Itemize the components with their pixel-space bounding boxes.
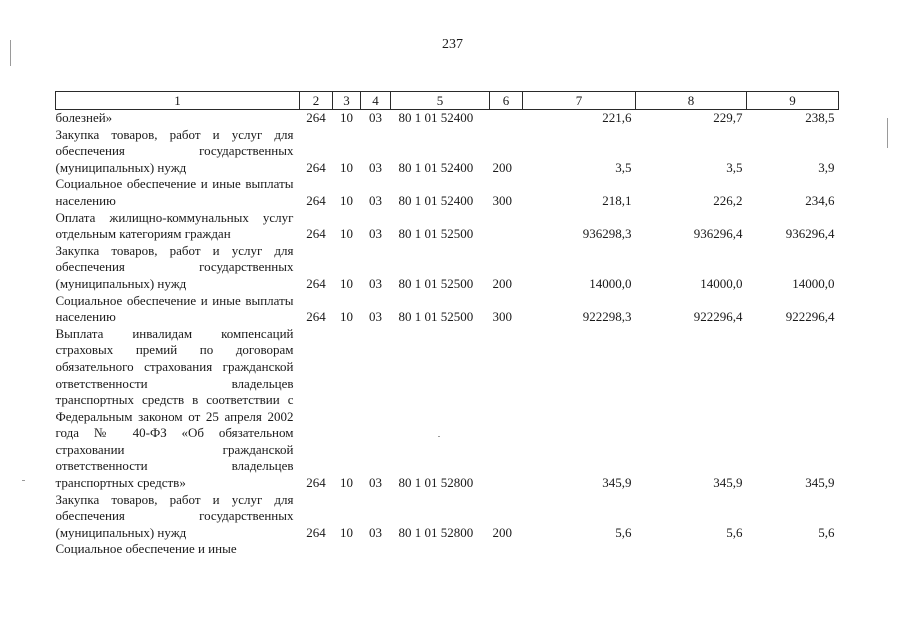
cell-col8: 5,6 (726, 524, 743, 540)
scan-edge-mark (887, 118, 888, 148)
table-row (56, 541, 839, 558)
cell-col6: 300 (492, 309, 512, 325)
table-row (56, 293, 839, 326)
cell-col4: 03 (369, 192, 382, 208)
row-name: Выплата инвалидам компенсаций страховых премий по договорам обязательного страхования гражданской ответственности владельцев транспортных средств в соответствии с Федеральным законом от 25 апреля 2002 года № 40-ФЗ «Об обязательном страховании гражданской ответственности владельцев транспортных средств» (55, 325, 294, 491)
cell-col5: 80 1 01 52800 (398, 524, 474, 540)
budget-table (55, 91, 839, 558)
cell-col3: 10 (340, 192, 353, 208)
cell-col9 (747, 541, 839, 558)
cell-col3: 10 (340, 275, 353, 291)
cell-col3: 10 (340, 475, 353, 491)
cell-col5: 80 1 01 52400 (398, 110, 474, 125)
cell-col2: 264 (306, 309, 326, 325)
cell-col4: 03 (369, 226, 382, 242)
column-header-4: 4 (361, 92, 391, 110)
column-header-1: 1 (56, 92, 300, 110)
column-header-3: 3 (333, 92, 361, 110)
column-header-9: 9 (747, 92, 839, 110)
cell-col4: 03 (369, 309, 382, 325)
scan-edge-mark (438, 436, 440, 437)
cell-col2: 264 (306, 159, 326, 175)
cell-col8: 3,5 (726, 159, 743, 175)
column-header-2: 2 (300, 92, 333, 110)
cell-col7: 221,6 (602, 110, 632, 125)
cell-col7: 936298,3 (582, 226, 632, 242)
cell-col4: 03 (369, 159, 382, 175)
budget-document (55, 91, 838, 558)
table-row (56, 243, 839, 293)
cell-col5: 80 1 01 52500 (398, 226, 474, 242)
cell-col3: 10 (340, 309, 353, 325)
cell-col5: 80 1 01 52500 (398, 275, 474, 291)
cell-col4: 03 (369, 524, 382, 540)
row-name: Закупка товаров, работ и услуг для обеспечения государственных (муниципальных) нужд (55, 126, 294, 175)
table-row (56, 110, 839, 127)
cell-col7: 14000,0 (589, 275, 632, 291)
cell-col9: 5,6 (818, 524, 835, 540)
scan-edge-mark (10, 40, 11, 66)
row-name: Социальное обеспечение и иные (55, 541, 237, 557)
row-name: болезней» (55, 110, 113, 125)
cell-col7: 218,1 (602, 192, 632, 208)
cell-col4: 03 (369, 475, 382, 491)
cell-col8: 345,9 (713, 475, 743, 491)
cell-col6 (490, 110, 523, 127)
column-header-8: 8 (636, 92, 747, 110)
cell-col6: 300 (492, 192, 512, 208)
table-row (56, 326, 839, 492)
cell-col6: 200 (492, 159, 512, 175)
table-row (56, 127, 839, 177)
column-header-5: 5 (391, 92, 490, 110)
cell-col3: 10 (340, 226, 353, 242)
cell-col9: 936296,4 (785, 226, 835, 242)
cell-col4: 03 (369, 275, 382, 291)
cell-col4: 03 (369, 110, 382, 125)
cell-col2: 264 (306, 475, 326, 491)
cell-col9: 234,6 (805, 192, 835, 208)
table-row (56, 210, 839, 243)
cell-col7: 3,5 (615, 159, 632, 175)
cell-col3: 10 (340, 159, 353, 175)
cell-col3 (333, 541, 361, 558)
cell-col8: 229,7 (713, 110, 743, 125)
table-row (56, 492, 839, 542)
cell-col5 (391, 541, 490, 558)
cell-col6: 200 (492, 275, 512, 291)
cell-col7: 922298,3 (582, 309, 632, 325)
cell-col2 (300, 541, 333, 558)
cell-col2: 264 (306, 275, 326, 291)
table-row (56, 176, 839, 209)
cell-col2: 264 (306, 110, 326, 125)
scan-edge-mark (22, 480, 25, 481)
cell-col5: 80 1 01 52400 (398, 159, 474, 175)
cell-col8: 226,2 (713, 192, 743, 208)
cell-col2: 264 (306, 226, 326, 242)
cell-col5: 80 1 01 52400 (398, 192, 474, 208)
cell-col9: 345,9 (805, 475, 835, 491)
cell-col2: 264 (306, 524, 326, 540)
cell-col8: 14000,0 (700, 275, 743, 291)
cell-col2: 264 (306, 192, 326, 208)
row-name: Закупка товаров, работ и услуг для обеспечения государственных (муниципальных) нужд (55, 242, 294, 291)
cell-col7: 345,9 (602, 475, 632, 491)
cell-col4 (361, 541, 391, 558)
cell-col6 (490, 326, 523, 492)
cell-col9: 238,5 (805, 110, 835, 125)
cell-col6 (490, 210, 523, 243)
page-number: 237 (442, 37, 463, 52)
cell-col3: 10 (340, 110, 353, 125)
cell-col9: 3,9 (818, 159, 835, 175)
row-name: Оплата жилищно-коммунальных услуг отдельным категориям граждан (55, 209, 294, 242)
row-name: Социальное обеспечение и иные выплаты населению (55, 176, 294, 208)
cell-col9: 922296,4 (785, 309, 835, 325)
cell-col6 (490, 541, 523, 558)
column-header-6: 6 (490, 92, 523, 110)
column-header-7: 7 (523, 92, 636, 110)
cell-col8: 936296,4 (693, 226, 743, 242)
cell-col7 (523, 541, 636, 558)
cell-col8: 922296,4 (693, 309, 743, 325)
cell-col9: 14000,0 (792, 275, 835, 291)
cell-col6: 200 (492, 524, 512, 540)
cell-col5: 80 1 01 52800 (398, 475, 474, 491)
row-name: Социальное обеспечение и иные выплаты населению (55, 292, 294, 325)
cell-col5: 80 1 01 52500 (398, 309, 474, 325)
cell-col3: 10 (340, 524, 353, 540)
cell-col7: 5,6 (615, 524, 632, 540)
table-header-row (56, 92, 839, 110)
cell-col8 (636, 541, 747, 558)
row-name: Закупка товаров, работ и услуг для обеспечения государственных (муниципальных) нужд (55, 491, 294, 540)
